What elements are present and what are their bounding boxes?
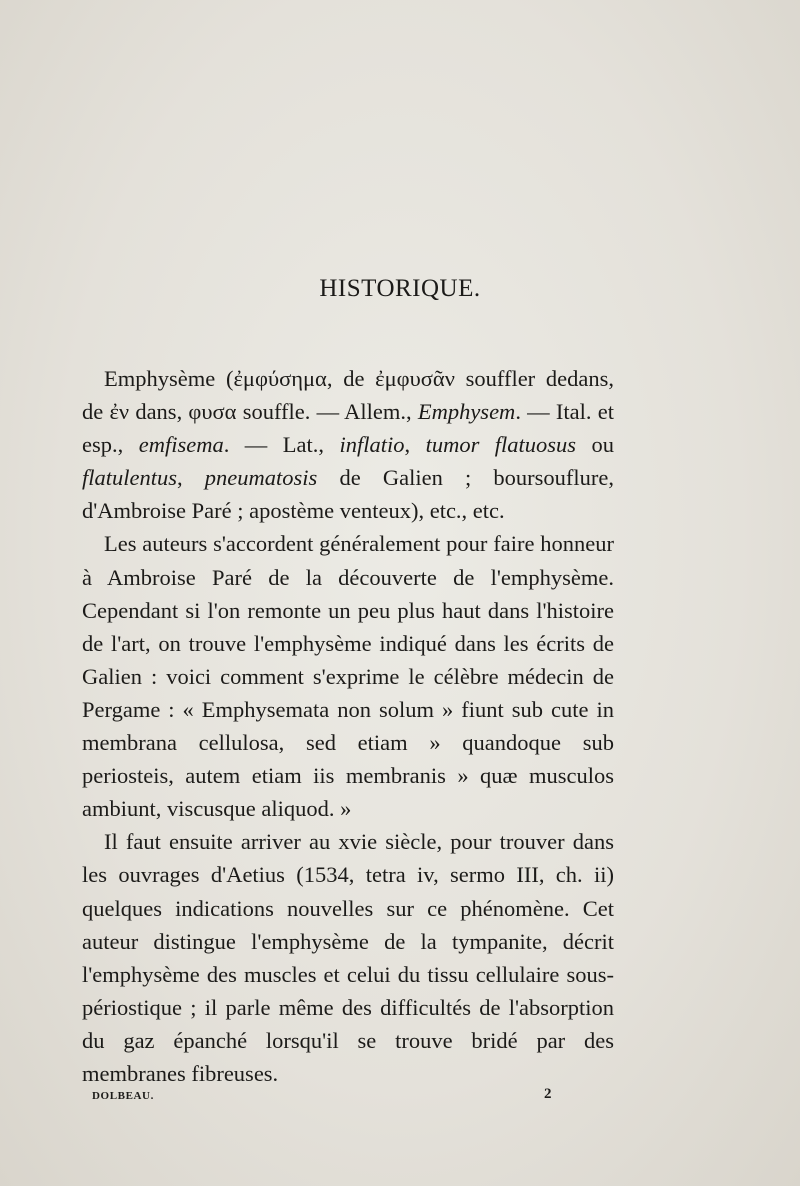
paragraph-aetius [82, 825, 614, 1090]
printer-signature: DOLBEAU. [92, 1090, 154, 1102]
text-run: emfisema [138, 432, 224, 458]
text-run: ἐν [109, 399, 130, 425]
text-run: ou [576, 432, 615, 458]
text-run: ἐμφύσημα [233, 366, 327, 391]
text-run: de Galien ; boursouflure, d'Ambroise Paré ; apostème venteux), etc., etc. [82, 465, 615, 524]
text-run: , [177, 465, 205, 491]
text-run: . — Ital. et esp., [82, 399, 614, 458]
text-run: φυσα [188, 399, 237, 425]
text-run: pneumatosis [204, 465, 318, 491]
sheet-number: 2 [544, 1086, 552, 1102]
text-run: inflatio [339, 432, 405, 458]
text-run: ἐμφυσᾶν [375, 366, 455, 391]
text-run: souffle. — Allem., [236, 399, 418, 425]
text-run: . — Lat., [223, 432, 340, 458]
text-run: dans, [129, 399, 189, 425]
text-run: Emphysem [417, 399, 516, 425]
body-text [82, 362, 614, 1090]
text-run: , [404, 432, 426, 458]
text-run: flatulentus [82, 465, 177, 491]
page-title: HISTORIQUE. [319, 275, 481, 302]
text-run: Les auteurs s'accordent généralement pour faire honneur à Ambroise Paré de la découverte de l'emphysème. Cependant si l'on remonte un peu plus haut dans l'histoire de l'art, on trouve l'emphysème indiqué dans les écrits de Galien : voici comment s'exprime le célèbre médecin de Pergame : « Emphysemata non solum » fiunt sub cute in membrana cellulosa, sed etiam » quandoque sub periosteis, autem etiam iis membranis » quæ musculos ambiunt, viscusque aliquod. » [82, 531, 614, 822]
paragraph-etymology [82, 362, 614, 527]
text-run: souffler dedans, de [82, 366, 615, 425]
text-run: Il faut ensuite arriver au xvie siècle, pour trouver dans les ouvrages d'Aetius (1534, tetra iv, sermo III, ch. ii) quelques indications nouvelles sur ce phénomène. Cet auteur distingue l'emphysème de la tympanite, décrit l'emphysème des muscles et celui du tissu cellulaire sous-périostique ; il parle même des difficultés de l'absorption du gaz épanché lorsqu'il se trouve bridé par des membranes fibreuses. [82, 829, 614, 1086]
text-run: , de [326, 366, 376, 391]
text-run: tumor flatuosus [425, 432, 577, 458]
text-run: Emphysème ( [104, 366, 234, 391]
paragraph-galien [82, 527, 614, 825]
